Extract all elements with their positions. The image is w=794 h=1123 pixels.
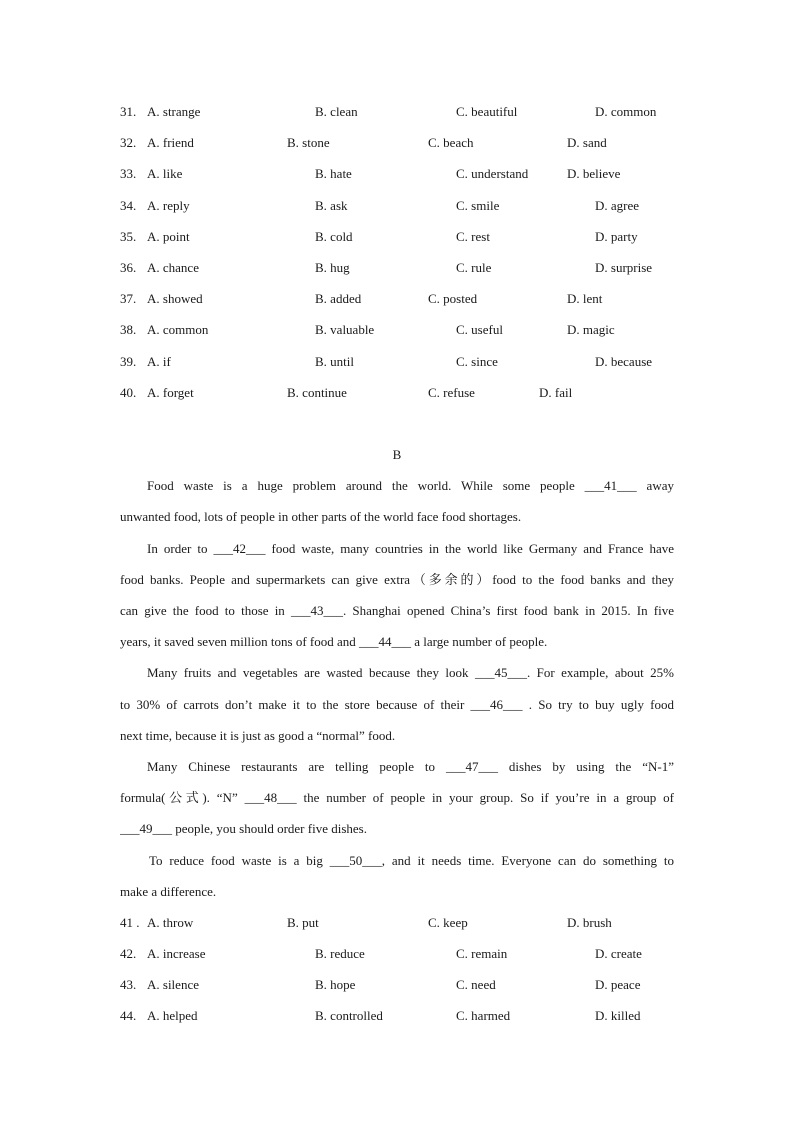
question-row-33 — [0, 158, 794, 189]
option-b: B. hate — [315, 166, 352, 182]
option-a: A. friend — [147, 135, 194, 151]
option-b: B. put — [287, 914, 319, 930]
passage-line: food banks. People and supermarkets can give extra（多余的）food to the food banks and they — [120, 571, 674, 587]
question-number: 33. — [120, 166, 137, 182]
question-row-43 — [0, 969, 794, 1000]
question-row-39 — [0, 346, 794, 377]
question-row-41 — [0, 907, 794, 938]
option-b: B. stone — [287, 135, 330, 151]
option-b: B. until — [315, 353, 355, 369]
option-a: A. silence — [147, 977, 199, 993]
option-d: D. brush — [567, 914, 612, 930]
option-d: D. common — [595, 104, 657, 119]
option-a: A. strange — [147, 104, 201, 119]
option-c: C. beautiful — [456, 104, 518, 119]
option-a: A. common — [147, 322, 209, 338]
passage-line: In order to ___42___ food waste, many countries in the world like Germany and France have — [147, 540, 674, 556]
passage-line: formula(公式). “N” ___48___ the number of people in your group. So if you’re in a group of — [120, 790, 674, 806]
option-d: D. magic — [567, 322, 615, 338]
passage-line: next time, because it is just as good a “normal” food. — [120, 727, 396, 743]
question-row-31 — [0, 96, 794, 127]
option-d: D. believe — [567, 166, 621, 182]
option-b: B. clean — [315, 104, 358, 119]
question-number: 40. — [120, 384, 137, 400]
passage-line: to 30% of carrots don’t make it to the store because of their ___46___ . So try to buy ugly food — [120, 696, 674, 712]
question-number: 36. — [120, 259, 137, 275]
option-b: B. valuable — [315, 322, 375, 338]
option-a: A. showed — [147, 291, 203, 307]
option-b: B. reduce — [315, 946, 365, 962]
option-c: C. useful — [456, 322, 503, 338]
option-c: C. refuse — [428, 384, 475, 400]
option-c: C. remain — [456, 946, 508, 962]
option-b: B. hug — [315, 259, 350, 275]
passage-line: Food waste is a huge problem around the world. While some people ___41___ away — [147, 478, 674, 494]
option-a: A. reply — [147, 197, 190, 213]
passage-line: years, it saved seven million tons of food and ___44___ a large number of people. — [120, 634, 548, 650]
question-number: 42. — [120, 946, 137, 962]
option-d: D. lent — [567, 291, 603, 307]
option-d: D. peace — [595, 977, 641, 993]
option-d: D. party — [595, 228, 638, 244]
question-number: 32. — [120, 135, 137, 151]
question-number: 39. — [120, 353, 137, 369]
question-row-42 — [0, 938, 794, 969]
question-row-44 — [0, 1000, 794, 1031]
passage-line: unwanted food, lots of people in other parts of the world face food shortages. — [120, 509, 522, 525]
option-a: A. if — [147, 353, 171, 369]
option-d: D. killed — [595, 1008, 641, 1024]
passage-line: To reduce food waste is a big ___50___, and it needs time. Everyone can do something to — [149, 852, 674, 868]
option-a: A. chance — [147, 259, 199, 275]
option-c: C. smile — [456, 197, 500, 213]
question-number: 44. — [120, 1008, 137, 1024]
option-b: B. ask — [315, 197, 348, 213]
option-a: A. point — [147, 228, 190, 244]
option-a: A. forget — [147, 384, 194, 400]
option-d: D. fail — [539, 384, 573, 400]
option-c: C. need — [456, 977, 496, 993]
option-d: D. surprise — [595, 259, 653, 275]
option-d: D. because — [595, 353, 653, 369]
passage-line: ___49___ people, you should order five dishes. — [120, 821, 367, 837]
passage-line: Many Chinese restaurants are telling people to ___47___ dishes by using the “N-1” — [147, 758, 674, 774]
question-number: 37. — [120, 291, 137, 307]
option-c: C. harmed — [456, 1008, 511, 1024]
option-d: D. sand — [567, 135, 607, 151]
question-row-35 — [0, 221, 794, 252]
option-a: A. throw — [147, 914, 194, 930]
option-b: B. cold — [315, 228, 353, 244]
question-row-34 — [0, 190, 794, 221]
question-row-37 — [0, 283, 794, 314]
option-c: C. keep — [428, 914, 468, 930]
option-b: B. added — [315, 291, 362, 307]
option-c: C. rest — [456, 228, 490, 244]
option-a: A. helped — [147, 1008, 198, 1024]
option-c: C. understand — [456, 166, 529, 182]
question-number: 43. — [120, 977, 137, 993]
question-row-40 — [0, 377, 794, 408]
page-content — [0, 96, 794, 1032]
option-d: D. agree — [595, 197, 640, 213]
question-number: 31. — [120, 104, 137, 119]
question-number: 41 . — [120, 914, 140, 930]
option-d: D. create — [595, 946, 642, 962]
question-row-32 — [0, 127, 794, 158]
question-row-36 — [0, 252, 794, 283]
spacer — [0, 408, 794, 439]
question-number: 35. — [120, 228, 137, 244]
option-c: C. since — [456, 353, 498, 369]
passage-line: Many fruits and vegetables are wasted because they look ___45___. For example, about 25% — [147, 665, 674, 681]
option-c: C. rule — [456, 259, 492, 275]
option-c: C. beach — [428, 135, 474, 151]
option-b: B. continue — [287, 384, 347, 400]
question-number: 34. — [120, 197, 137, 213]
passage — [0, 470, 794, 907]
passage-line: make a difference. — [120, 883, 217, 899]
section-heading: B — [392, 447, 402, 463]
option-c: C. posted — [428, 291, 478, 307]
passage-line: can give the food to those in ___43___. Shanghai opened China’s first food bank in 2015. In five — [120, 603, 674, 618]
option-a: A. like — [147, 166, 183, 182]
question-number: 38. — [120, 322, 137, 338]
question-row-38 — [0, 314, 794, 345]
option-a: A. increase — [147, 946, 206, 962]
option-b: B. hope — [315, 977, 356, 993]
option-b: B. controlled — [315, 1008, 383, 1024]
